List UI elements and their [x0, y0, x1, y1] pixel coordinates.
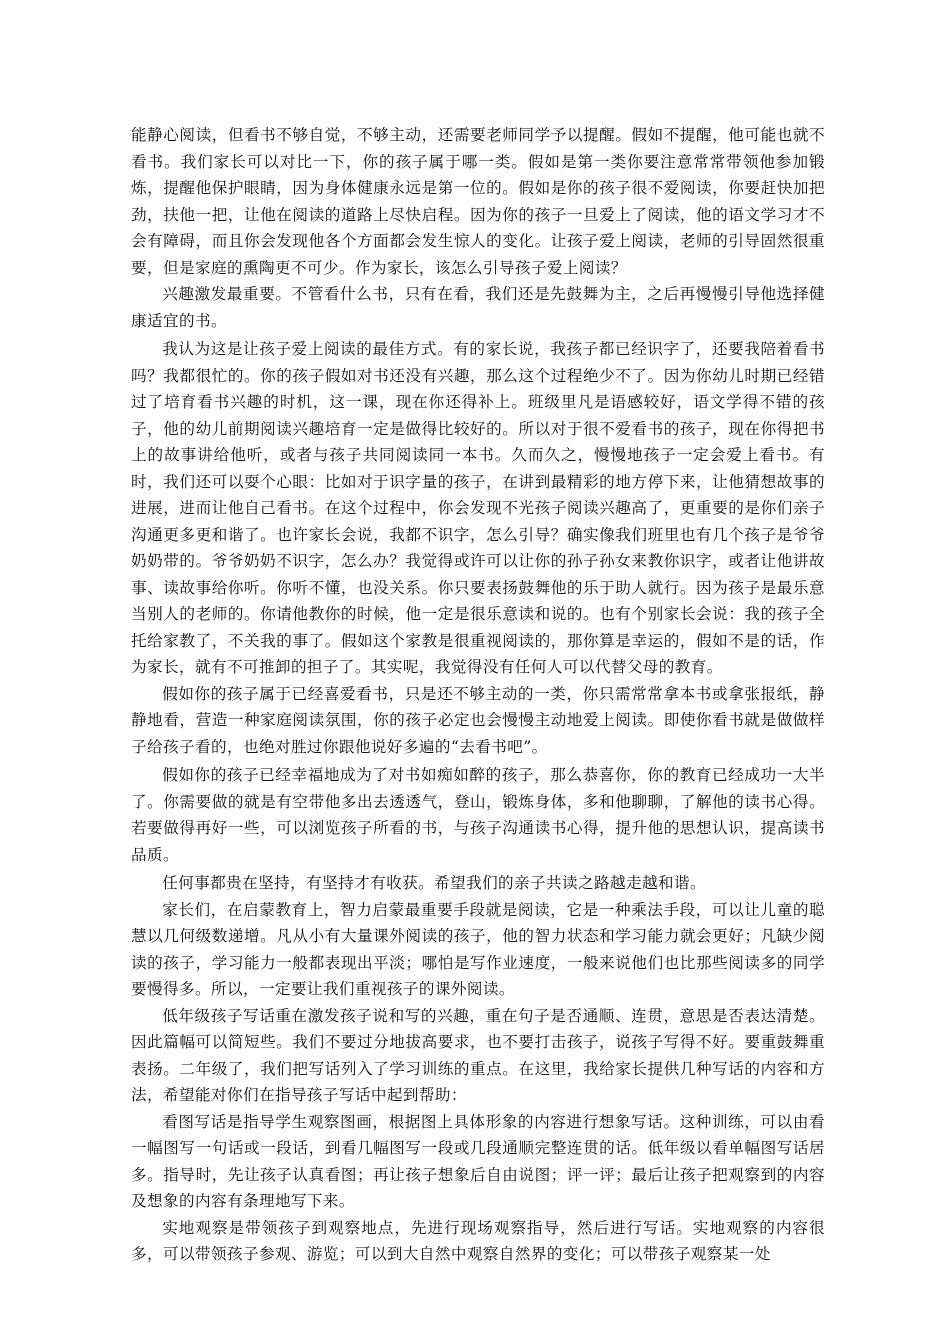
- paragraph: 任何事都贵在坚持，有坚持才有收获。希望我们的亲子共读之路越走越和谐。: [162, 874, 706, 892]
- paragraph: 我认为这是让孩子爱上阅读的最佳方式。有的家长说，我孩子都已经识字了，还要我陪着看书吗？我都很忙的。你的孩子假如对书还没有兴趣，那么这个过程绝少不了。因为你幼儿时期已经错过了培育看书兴趣的时机，这一课，现在你还得补上。班级里凡是语感较好，语文学得不错的孩子，他的幼儿前期阅读兴趣培育一定是做得比较好的。所以对于很不爱看书的孩子，现在你得把书上的故事讲给他听，或者与孩子共同阅读同一本书。久而久之，慢慢地孩子一定会爱上看书。有时，我们还可以耍个心眼：比如对于识字量的孩子，在讲到最精彩的地方停下来，让他猜想故事的进展，进而让他自己看书。在这个过程中，你会发现不光孩子阅读兴趣高了，更重要的是你们亲子沟通更多更和谐了。也许家长会说，我都不识字，怎么引导？确实像我们班里也有几个孩子是爷爷奶奶带的。爷爷奶奶不识字，怎么办？我觉得或许可以让你的孙子孙女来教你识字，或者让他讲故事、读故事给你听。你听不懂，也没关系。你只要表扬鼓舞他的乐于助人就行。因为孩子是最乐意当别人的老师的。你请他教你的时候，他一定是很乐意读和说的。也有个别家长会说：我的孩子全托给家教了，不关我的事了。假如这个家教是很重视阅读的，那你算是幸运的，假如不是的话，作为家长，就有不可推卸的担子了。其实呢，我觉得没有任何人可以代替父母的教育。: [131, 340, 825, 676]
- paragraph: 看图写话是指导学生观察图画，根据图上具体形象的内容进行想象写话。这种训练，可以由看一幅图写一句话或一段话，到看几幅图写一段或几段通顺完整连贯的话。低年级以看单幅图写话居多。指导时，先让孩子认真看图；再让孩子想象后自由说图；评一评；最后让孩子把观察到的内容及想象的内容有条理地写下来。: [131, 1112, 825, 1210]
- paragraph: 低年级孩子写话重在激发孩子说和写的兴趣，重在句子是否通顺、连贯，意思是否表达清楚。因此篇幅可以简短些。我们不要过分地拔高要求，也不要打击孩子，说孩子写得不好。要重鼓舞重表扬。二年级了，我们把写话列入了学习训练的重点。在这里，我给家长提供几种写话的内容和方法，希望能对你们在指导孩子写话中起到帮助：: [131, 1006, 825, 1104]
- paragraph: 兴趣激发最重要。不管看什么书，只有在看，我们还是先鼓舞为主，之后再慢慢引导他选择健康适宜的书。: [131, 285, 825, 330]
- paragraph-continuation: 能静心阅读，但看书不够自觉，不够主动，还需要老师同学予以提醒。假如不提醒，他可能也就不看书。我们家长可以对比一下，你的孩子属于哪一类。假如是第一类你要注意常常带领他参加锻炼，提醒他保护眼睛，因为身体健康永远是第一位的。假如是你的孩子很不爱阅读，你要赶快加把劲，扶他一把，让他在阅读的道路上尽快启程。因为你的孩子一旦爱上了阅读，他的语文学习才不会有障碍，而且你会发现他各个方面都会发生惊人的变化。让孩子爱上阅读，老师的引导固然很重要，但是家庭的熏陶更不可少。作为家长，该怎么引导孩子爱上阅读？: [131, 126, 825, 277]
- paragraph: 假如你的孩子属于已经喜爱看书，只是还不够主动的一类，你只需常常拿本书或拿张报纸，静静地看，营造一种家庭阅读氛围，你的孩子必定也会慢慢主动地爱上阅读。即使你看书就是做做样子给孩子看的，也绝对胜过你跟他说好多遍的“去看书吧”。: [131, 684, 825, 756]
- paragraph: 实地观察是带领孩子到观察地点，先进行现场观察指导，然后进行写话。实地观察的内容很多，可以带领孩子参观、游览；可以到大自然中观察自然界的变化；可以带孩子观察某一处: [131, 1218, 825, 1263]
- paragraph: 家长们，在启蒙教育上，智力启蒙最重要手段就是阅读，它是一种乘法手段，可以让儿童的聪慧以几何级数递增。凡从小有大量课外阅读的孩子，他的智力状态和学习能力就会更好；凡缺少阅读的孩子，学习能力一般都表现出平淡；哪怕是写作业速度，一般来说他们也比那些阅读多的同学要慢得多。所以，一定要让我们重视孩子的课外阅读。: [131, 900, 825, 998]
- paragraph: 假如你的孩子已经幸福地成为了对书如痴如醉的孩子，那么恭喜你，你的教育已经成功一大半了。你需要做的就是有空带他多出去透透气，登山，锻炼身体，多和他聊聊，了解他的读书心得。若要做得再好一些，可以浏览孩子所看的书，与孩子沟通读书心得，提升他的思想认识，提高读书品质。: [131, 766, 825, 864]
- document-body: [131, 122, 825, 1268]
